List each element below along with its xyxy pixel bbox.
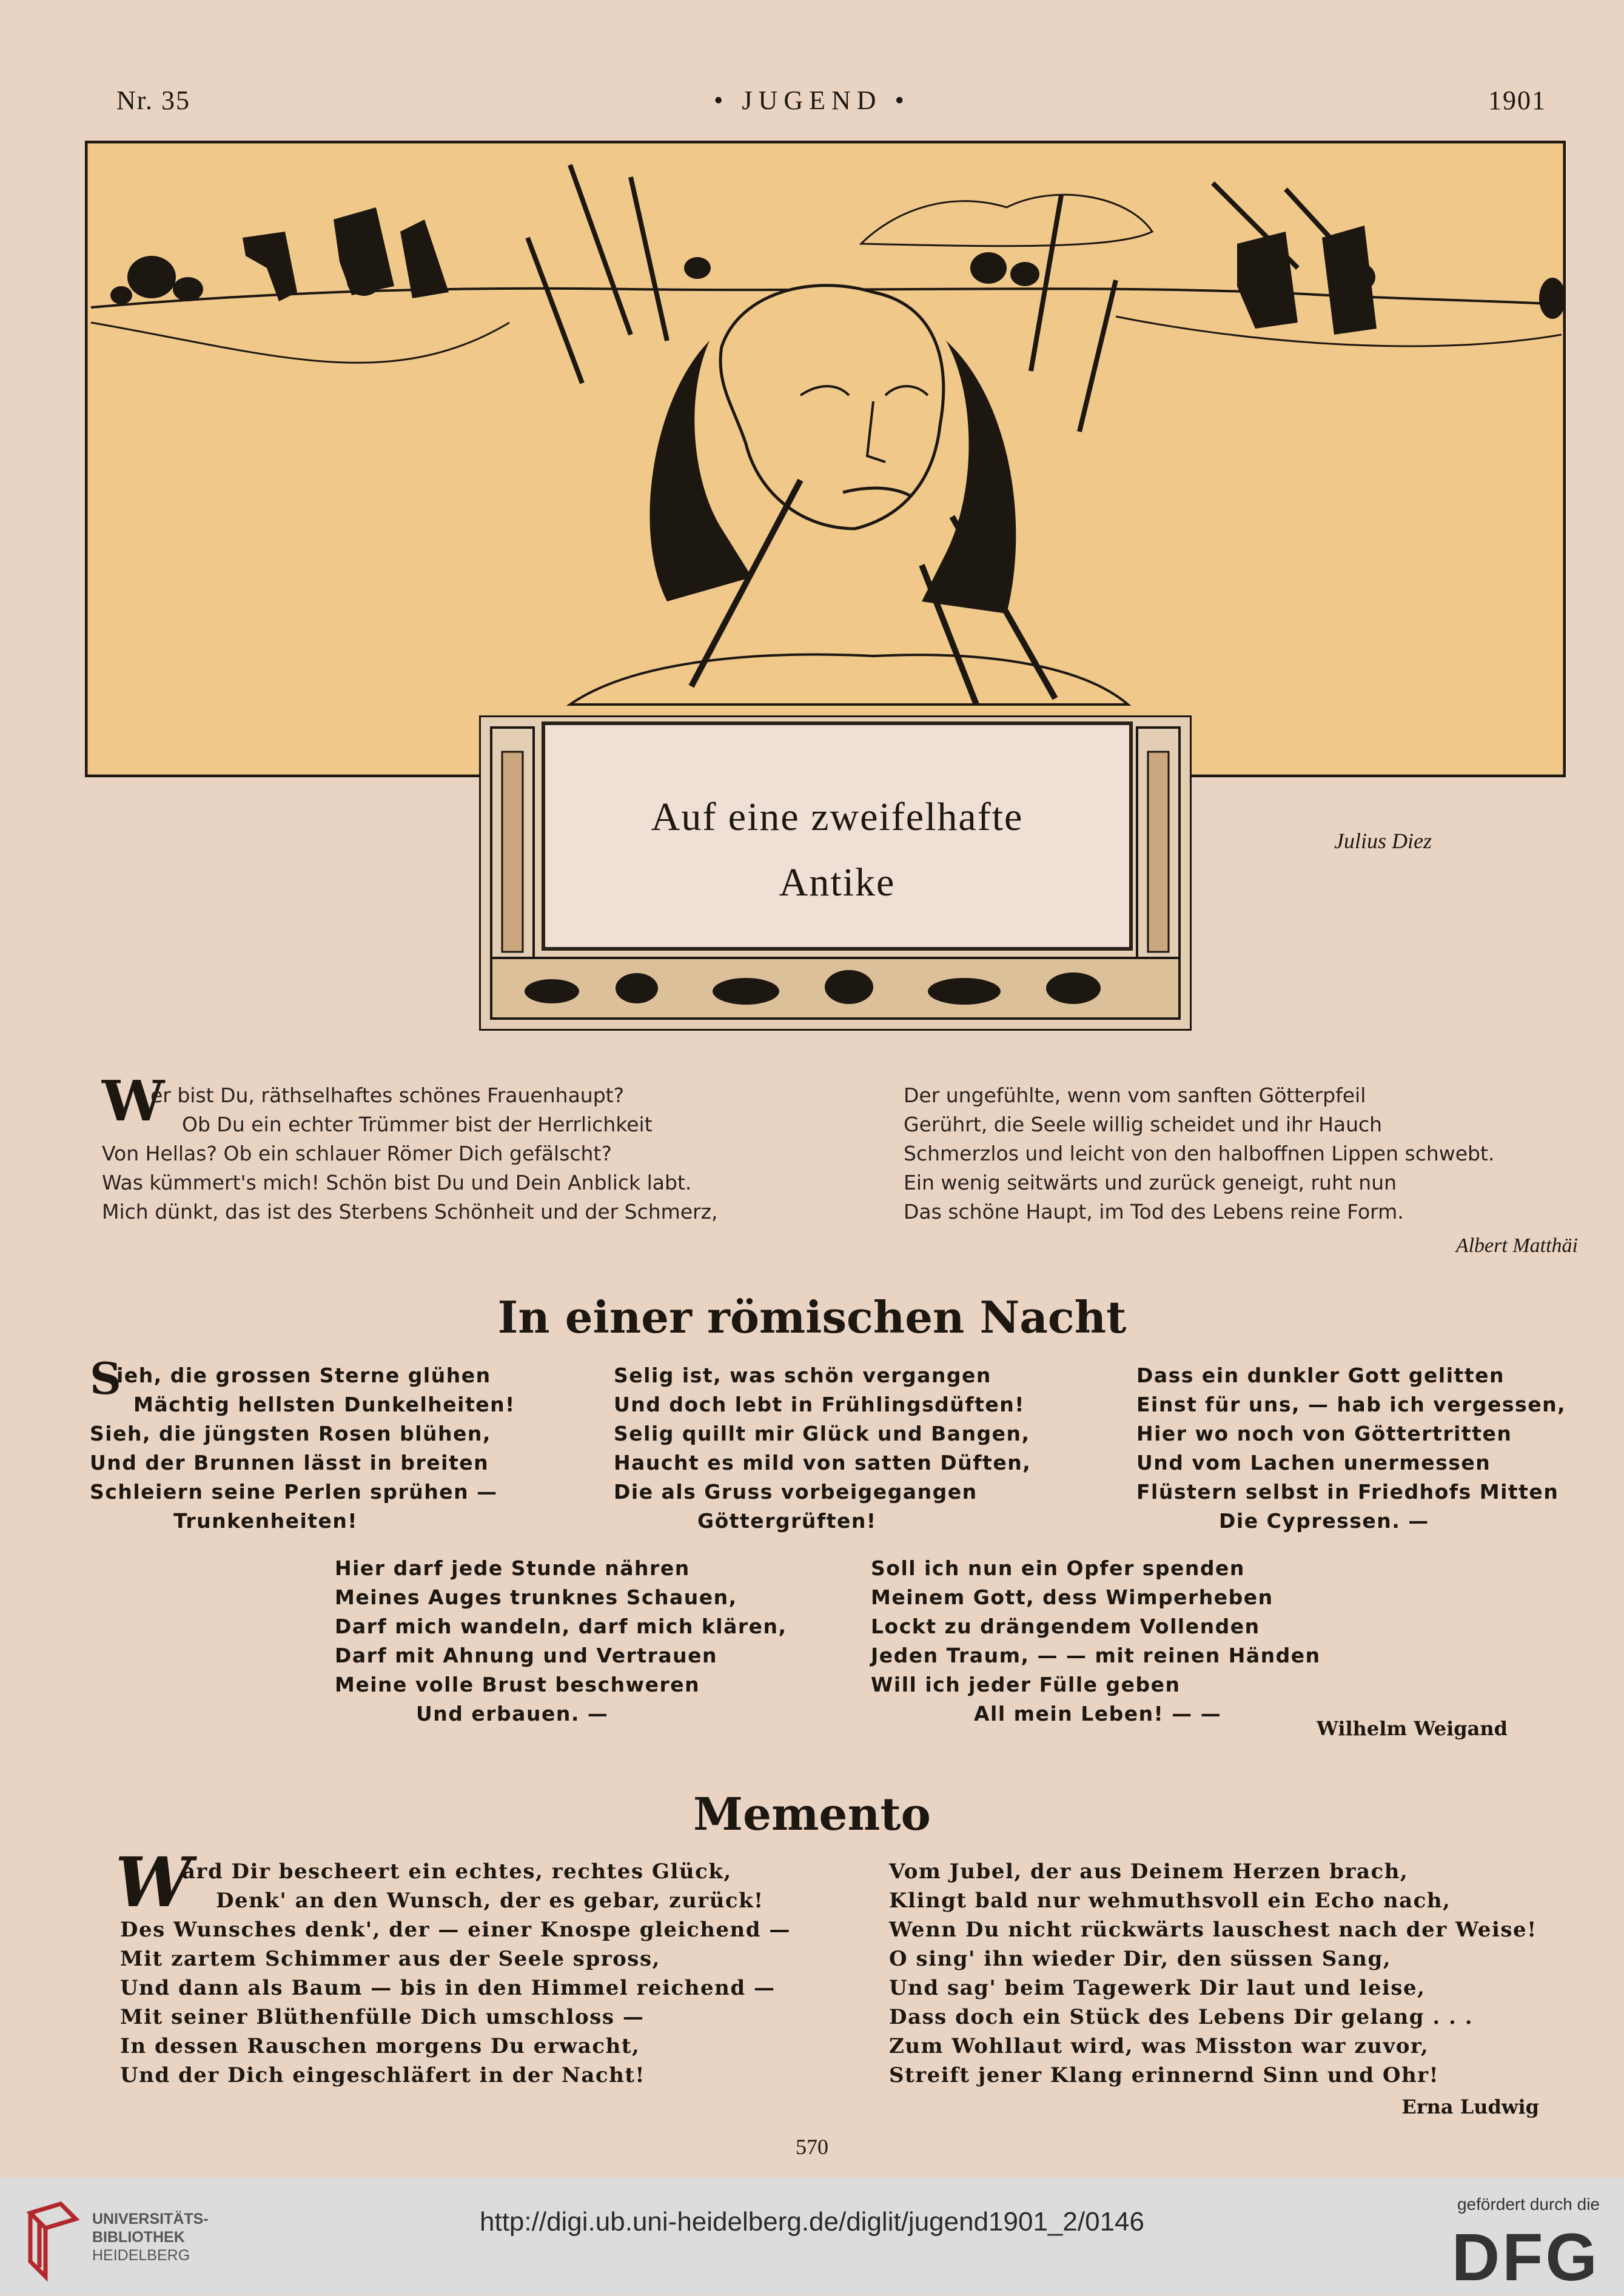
poem-line: Was kümmert's mich! Schön bist Du und Dein Anblick labt. [102,1171,692,1194]
poem-line: Schmerzlos und leicht von den halboffnen Lippen schwebt. [904,1142,1495,1165]
poem-line: Darf mit Ahnung und Vertrauen [335,1644,718,1667]
poem-line: Die als Gruss vorbeigegangen [614,1480,978,1504]
poem-line: Meine volle Brust beschweren [335,1673,700,1696]
poem-line: Meines Auges trunknes Schauen, [335,1585,737,1609]
poem-line: Mich dünkt, das ist des Sterbens Schönheit und der Schmerz, [102,1200,718,1223]
poem-line: Göttergrüften! [697,1509,877,1533]
poem-line: O sing' ihn wieder Dir, den süssen Sang, [889,1947,1392,1971]
artist-signature: Julius Diez [1334,829,1432,853]
poem-line: Haucht es mild von satten Düften, [614,1451,1032,1474]
poem-line: Ob Du ein echter Trümmer bist der Herrlichkeit [182,1113,653,1136]
poem-line: er bist Du, räthselhaftes schönes Frauenhaupt? [150,1083,625,1107]
poem-line: Hier darf jede Stunde nähren [335,1556,690,1580]
poem-line: Will ich jeder Fülle geben [871,1673,1181,1696]
poem-line: Hier wo noch von Göttertritten [1136,1422,1512,1445]
poem-line: Soll ich nun ein Opfer spenden [871,1556,1245,1580]
poem-line: All mein Leben! — — [974,1702,1222,1725]
dfg-logo: DFG [1451,2220,1600,2295]
poem-author: Albert Matthäi [1455,1234,1578,1257]
year: 1901 [1488,85,1546,115]
poem-author: Wilhelm Weigand [1316,1717,1508,1740]
poem-line: Gerührt, die Seele willig scheidet und ihr Hauch [904,1113,1383,1136]
poem-line: Klingt bald nur wehmuthsvoll ein Echo nach, [889,1889,1451,1913]
poem-author: Erna Ludwig [1401,2095,1539,2118]
poem-line: Dass ein dunkler Gott gelitten [1136,1364,1505,1387]
poem-line: Selig ist, was schön vergangen [614,1364,992,1387]
poem-line: Jeden Traum, — — mit reinen Händen [871,1644,1321,1667]
funded-by-label: gefördert durch die [1457,2195,1600,2214]
poem-line: ieh, die grossen Sterne glühen [116,1364,491,1387]
poem-line: Sieh, die jüngsten Rosen blühen, [90,1422,491,1445]
poem-heading: In einer römischen Nacht [497,1291,1127,1343]
poem-line: ard Dir bescheert ein echtes, rechtes Glück, [182,1859,732,1884]
library-name-line2: BIBLIOTHEK [92,2229,185,2246]
poem-line: Mit seiner Blüthenfülle Dich umschloss — [120,2005,645,2029]
poem-line: Wenn Du nicht rückwärts lauschest nach der Weise! [889,1918,1537,1942]
magazine-title: • JUGEND • [714,85,910,115]
poem-title-line2: Antike [779,860,896,905]
dropcap: W [115,1843,192,1923]
poem-line: Mächtig hellsten Dunkelheiten! [133,1393,515,1416]
poem-line: Lockt zu drängendem Vollenden [871,1615,1260,1638]
poem-line: Das schöne Haupt, im Tod des Lebens reine Form. [904,1200,1404,1223]
poem-line: In dessen Rauschen morgens Du erwacht, [120,2034,640,2058]
poem-line: Des Wunsches denk', der — einer Knospe gleichend — [120,1918,791,1942]
poem-line: Die Cypressen. — [1219,1509,1429,1533]
poem-line: Und der Dich eingeschläfert in der Nacht! [120,2063,645,2087]
poem-line: Trunkenheiten! [173,1509,358,1533]
issue-number: Nr. 35 [116,85,190,115]
poem-line: Darf mich wandeln, darf mich klären, [335,1615,787,1638]
dropcap: S [90,1353,121,1404]
poem-line: Zum Wohllaut wird, was Misston war zuvor, [889,2034,1429,2058]
source-url-link[interactable]: http://digi.ub.uni-heidelberg.de/diglit/jugend1901_2/0146 [480,2207,1144,2237]
poem-line: Dass doch ein Stück des Lebens Dir gelang . . . [889,2005,1474,2029]
dropcap: W [102,1068,165,1134]
poem-line: Und vom Lachen unermessen [1136,1451,1491,1474]
page-number: 570 [796,2135,828,2159]
poem-line: Selig quillt mir Glück und Bangen, [614,1422,1030,1445]
illustration [85,141,1566,777]
poem-line: Einst für uns, — hab ich vergessen, [1136,1393,1566,1416]
poem-line: Flüstern selbst in Friedhofs Mitten [1136,1480,1559,1504]
poem-line: Vom Jubel, der aus Deinem Herzen brach, [889,1859,1409,1884]
poem-line: Der ungefühlte, wenn vom sanften Götterpfeil [904,1083,1366,1107]
poem-line: Und erbauen. — [416,1702,609,1725]
poem-line: Streift jener Klang erinnernd Sinn und Ohr! [889,2063,1439,2087]
poem-title-line1: Auf eine zweifelhafte [651,795,1024,839]
poem-line: Denk' an den Wunsch, der es gebar, zurück! [216,1889,764,1913]
poem-line: Von Hellas? Ob ein schlauer Römer Dich gefälscht? [102,1142,612,1165]
poem-line: Und doch lebt in Frühlingsdüften! [614,1393,1025,1416]
poem-line: Mit zartem Schimmer aus der Seele spross, [120,1947,660,1971]
poem-line: Schleiern seine Perlen sprühen — [90,1480,498,1504]
poem-line: Und der Brunnen lässt in breiten [90,1451,489,1474]
poem-heading: Memento [693,1789,931,1841]
library-name-line3: HEIDELBERG [92,2247,190,2264]
poem-line: Meinem Gott, dess Wimperheben [871,1585,1273,1609]
poem-line: Und sag' beim Tagewerk Dir laut und leise, [889,1976,1426,2000]
poem-line: Und dann als Baum — bis in den Himmel reichend — [120,1976,776,2000]
poem-line: Ein wenig seitwärts und zurück geneigt, ruht nun [904,1171,1397,1194]
library-name-line1: UNIVERSITÄTS- [92,2211,209,2227]
